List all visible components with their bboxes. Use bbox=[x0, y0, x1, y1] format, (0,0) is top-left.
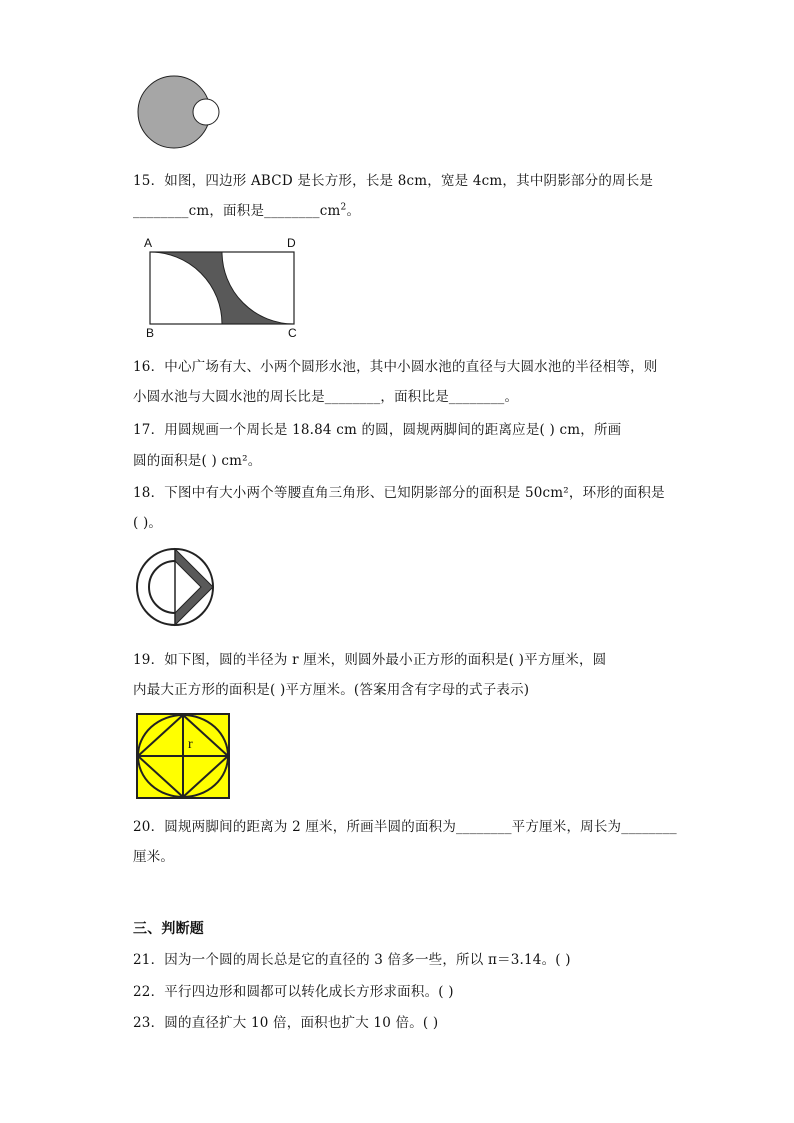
q17-line2: 圆的面积是( ) cm²。 bbox=[133, 453, 262, 469]
q15-line2-sup: 2 bbox=[340, 202, 347, 213]
q20-line2: 厘米。 bbox=[133, 849, 175, 865]
q23: 23．圆的直径扩大 10 倍，面积也扩大 10 倍。( ) bbox=[133, 1015, 439, 1031]
q17-line1: 17．用圆规画一个周长是 18.84 cm 的圆，圆规两脚间的距离应是( ) cm，所画 bbox=[133, 422, 622, 438]
label-a: A bbox=[144, 236, 153, 250]
figure-rectangle-abcd bbox=[140, 233, 310, 343]
shaded-region bbox=[150, 252, 294, 324]
q15-line2-post: 。 bbox=[346, 203, 361, 219]
q15-line2-pre: ________cm，面积是________cm bbox=[133, 203, 341, 219]
q15-line1: 15．如图，四边形 ABCD 是长方形，长是 8cm，宽是 4cm，其中阴影部分的周长是 bbox=[133, 173, 654, 189]
q18-line1: 18．下图中有大小两个等腰直角三角形、已知阴影部分的面积是 50cm²，环形的面积是 bbox=[133, 485, 665, 501]
q19-line2: 内最大正方形的面积是( )平方厘米。(答案用含有字母的式子表示) bbox=[133, 682, 530, 698]
q20-line1: 20．圆规两脚间的距离为 2 厘米，所画半圆的面积为________平方厘米，周长为________ bbox=[133, 819, 677, 835]
label-b: B bbox=[146, 326, 155, 340]
q19-line1: 19．如下图，圆的半径为 r 厘米，则圆外最小正方形的面积是( )平方厘米，圆 bbox=[133, 652, 607, 668]
q15-line2 bbox=[133, 202, 360, 220]
label-c: C bbox=[288, 326, 297, 340]
radius-label: r bbox=[188, 737, 193, 752]
q16-line2: 小圆水池与大圆水池的周长比是________，面积比是________。 bbox=[133, 389, 519, 405]
label-d: D bbox=[287, 236, 296, 250]
q21: 21．因为一个圆的周长总是它的直径的 3 倍多一些，所以 π＝3.14。( ) bbox=[133, 952, 571, 968]
figure-ring-triangles bbox=[133, 546, 219, 628]
figure-circle-with-hole bbox=[136, 72, 226, 158]
q18-line2: ( )。 bbox=[133, 515, 163, 531]
figure-yellow-square bbox=[136, 713, 232, 799]
small-white-circle bbox=[193, 99, 219, 125]
q16-line1: 16．中心广场有大、小两个圆形水池，其中小圆水池的直径与大圆水池的半径相等，则 bbox=[133, 359, 658, 375]
q22: 22．平行四边形和圆都可以转化成长方形求面积。( ) bbox=[133, 984, 454, 1000]
section-title: 三、判断题 bbox=[133, 921, 204, 937]
